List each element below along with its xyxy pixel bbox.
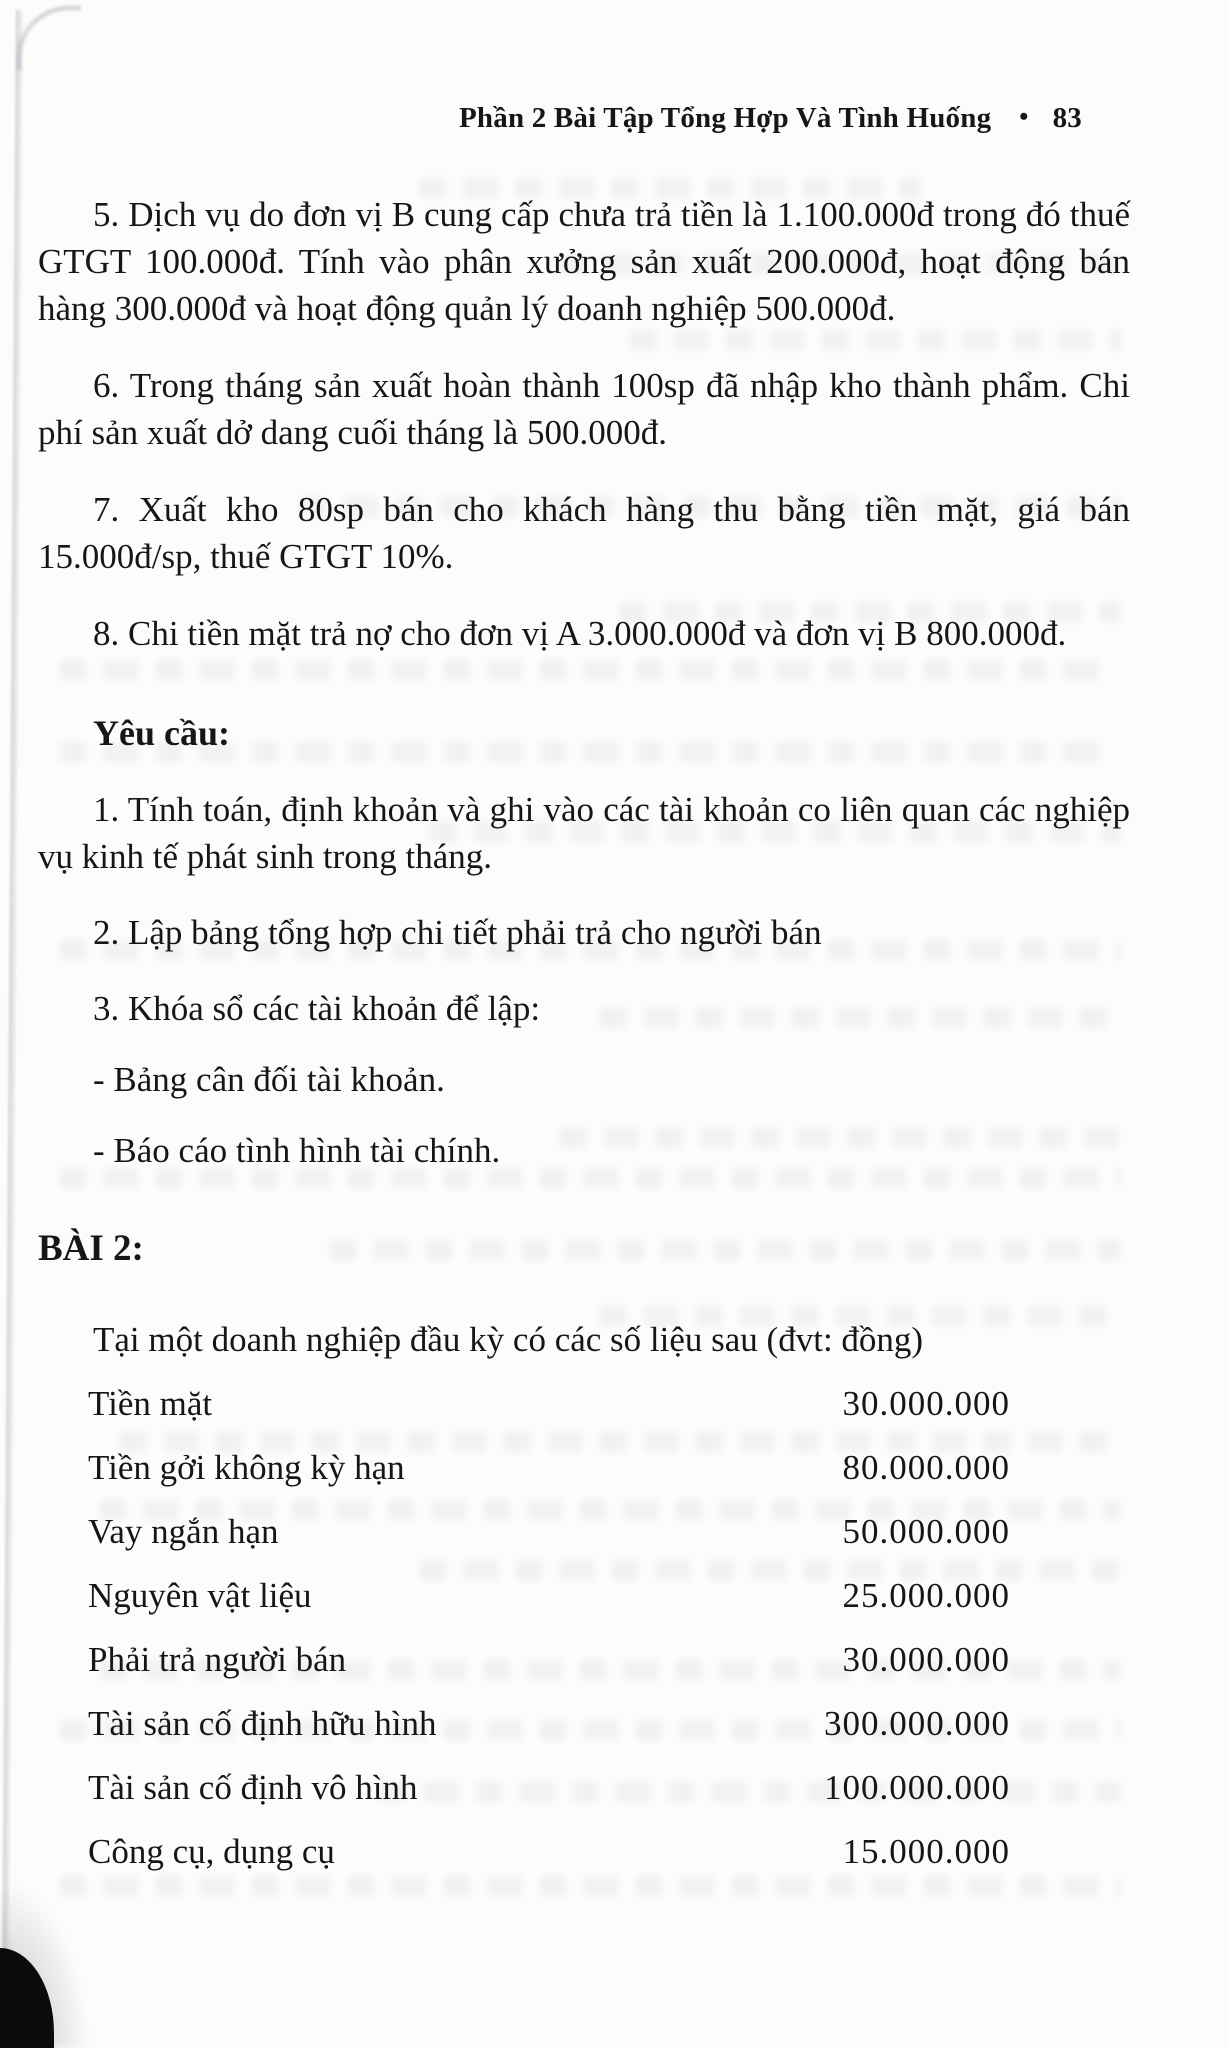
balance-value: 30.000.000 (842, 1384, 1010, 1423)
page-content (38, 0, 1130, 1897)
balance-label: Nguyên vật liệu (88, 1576, 312, 1615)
balance-label: Tài sản cố định hữu hình (88, 1704, 437, 1743)
balance-label: Phải trả người bán (88, 1640, 347, 1679)
requirement-bullet-2: - Báo cáo tình hình tài chính. (93, 1131, 501, 1170)
balance-value: 100.000.000 (824, 1768, 1010, 1807)
balance-value: 15.000.000 (842, 1832, 1010, 1871)
opening-balances-table (38, 1385, 1130, 1870)
table-row (88, 1577, 1010, 1614)
balance-label: Vay ngắn hạn (88, 1512, 279, 1551)
balance-value: 25.000.000 (842, 1576, 1010, 1615)
running-header-title: Phần 2 Bài Tập Tổng Hợp Và Tình Huống (459, 102, 992, 134)
exercise-2-intro: Tại một doanh nghiệp đầu kỳ có các số liệu sau (đvt: đồng) (93, 1320, 924, 1359)
table-row (88, 1641, 1010, 1678)
balance-label: Tài sản cố định vô hình (88, 1768, 418, 1807)
requirement-item-1: 1. Tính toán, định khoản và ghi vào các tài khoản co liên quan các nghiệp vụ kinh tế phát sinh trong tháng. (38, 790, 1130, 876)
problem-item-8: 8. Chi tiền mặt trả nợ cho đơn vị A 3.000.000đ và đơn vị B 800.000đ. (93, 614, 1067, 653)
requirements-heading: Yêu cầu: (93, 713, 230, 753)
page-edge-shadow (1, 10, 23, 2048)
table-row (88, 1833, 1010, 1870)
page-number: 83 (1052, 102, 1082, 134)
balance-label: Tiền mặt (88, 1384, 213, 1423)
running-header (38, 102, 1130, 135)
problem-item-5: 5. Dịch vụ do đơn vị B cung cấp chưa trả tiền là 1.100.000đ trong đó thuế GTGT 100.000đ. Tính vào phân xưởng sản xuất 200.000đ, hoạt động bán hàng 300.000đ và hoạt động quản lý doanh nghiệp 500.000đ. (38, 195, 1130, 328)
balance-value: 80.000.000 (842, 1448, 1010, 1487)
problem-item-6: 6. Trong tháng sản xuất hoàn thành 100sp đã nhập kho thành phẩm. Chi phí sản xuất dở dang cuối tháng là 500.000đ. (38, 366, 1130, 452)
requirement-item-3: 3. Khóa sổ các tài khoản để lập: (93, 989, 541, 1028)
exercise-2-heading: BÀI 2: (38, 1228, 144, 1269)
header-bullet-separator: • (1019, 102, 1029, 131)
balance-value: 300.000.000 (824, 1704, 1010, 1743)
table-row (88, 1449, 1010, 1486)
table-row (88, 1513, 1010, 1550)
table-row (88, 1769, 1010, 1806)
balance-value: 50.000.000 (842, 1512, 1010, 1551)
table-row (88, 1705, 1010, 1742)
requirement-item-2: 2. Lập bảng tổng hợp chi tiết phải trả cho người bán (93, 913, 822, 952)
balance-value: 30.000.000 (842, 1640, 1010, 1679)
balance-label: Công cụ, dụng cụ (88, 1832, 335, 1871)
table-row (88, 1385, 1010, 1422)
problem-item-7: 7. Xuất kho 80sp bán cho khách hàng thu bằng tiền mặt, giá bán 15.000đ/sp, thuế GTGT 10%. (38, 490, 1130, 576)
requirement-bullet-1: - Bảng cân đối tài khoản. (93, 1060, 445, 1099)
balance-label: Tiền gởi không kỳ hạn (88, 1448, 405, 1487)
